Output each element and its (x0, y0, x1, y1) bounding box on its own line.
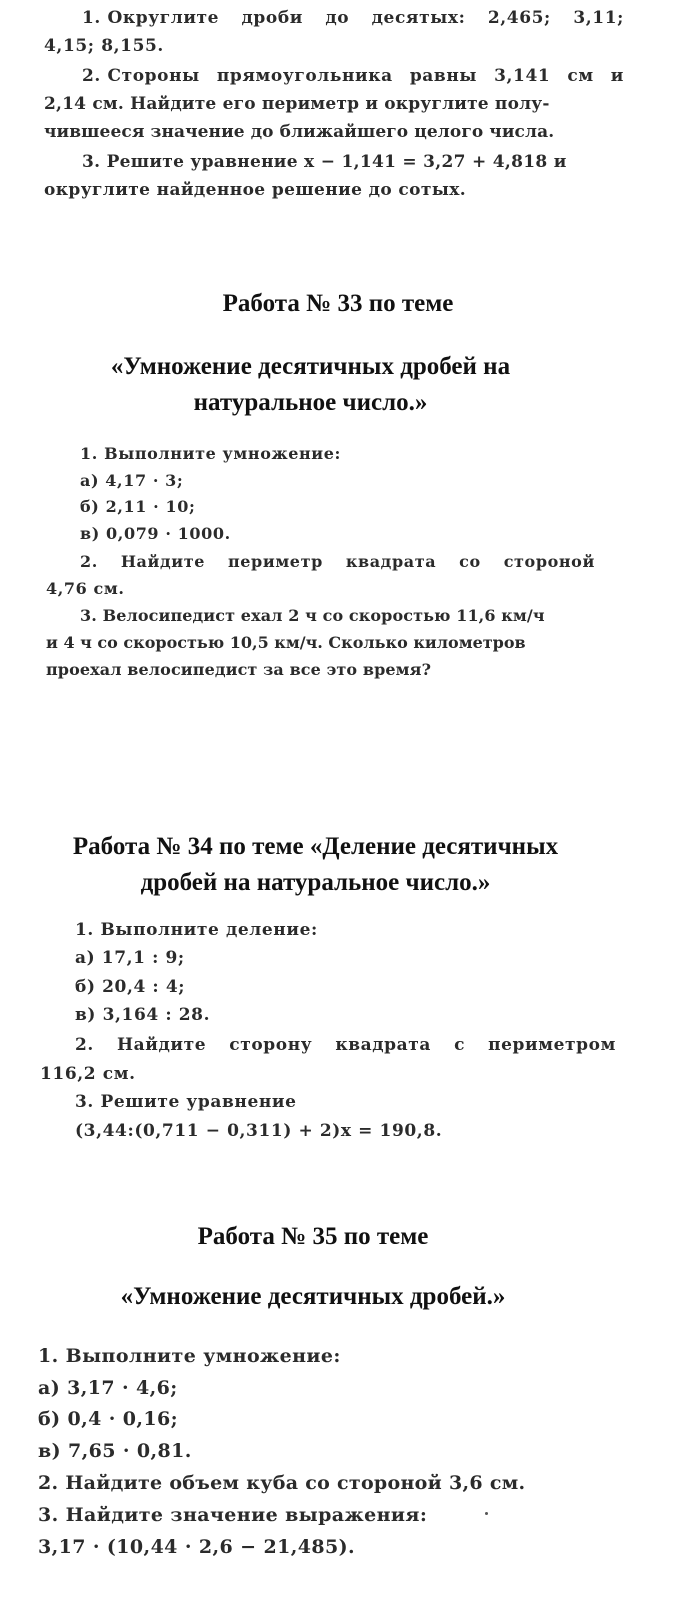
word: десятых: (371, 8, 466, 28)
task-1-heading: 1. Выполните умножение: (80, 444, 342, 463)
word: Найдите (120, 552, 206, 571)
scan-speck (485, 1512, 488, 1515)
title-line: дробей на натуральное число.» (140, 869, 491, 896)
topic-line: «Умножение десятичных дробей на (110, 353, 511, 380)
word: и (610, 66, 624, 86)
title-line: Работа № 34 по теме «Деление десятичных (72, 833, 559, 860)
task-1-line-2: 4,15; 8,155. (44, 36, 164, 56)
word: с (454, 1035, 466, 1055)
task-3-line-1: 3. Решите уравнение (75, 1092, 297, 1112)
task-3-expression: 3,17 · (10,44 · 2,6 − 21,485). (38, 1536, 355, 1558)
task-1b: б) 20,4 : 4; (75, 977, 186, 997)
work-33-topic (0, 349, 676, 421)
task-3-line-2: округлите найденное решение до сотых. (44, 180, 467, 200)
topic-line: «Умножение десятичных дробей.» (120, 1283, 506, 1310)
word: 1. Округлите (82, 8, 220, 28)
task-2: 2. Найдите объем куба со стороной 3,6 см. (38, 1472, 526, 1494)
work-34-title (0, 829, 676, 901)
word: 2. (75, 1035, 94, 1055)
word: квадрата (335, 1035, 431, 1055)
word: со (459, 552, 481, 571)
task-2-line-2: 4,76 см. (46, 579, 125, 598)
title-line: Работа № 33 по теме (222, 290, 454, 317)
word: квадрата (345, 552, 437, 571)
word: прямоугольника (216, 66, 393, 86)
task-2-line-1 (80, 552, 595, 571)
word: дроби (241, 8, 303, 28)
task-1c: в) 3,164 : 28. (75, 1005, 211, 1025)
word: до (325, 8, 350, 28)
word: 3,11; (573, 8, 624, 28)
title-line: Работа № 35 по теме (197, 1223, 429, 1250)
word: периметр (227, 552, 323, 571)
task-1c: в) 0,079 · 1000. (80, 524, 231, 543)
task-1a: а) 17,1 : 9; (75, 948, 185, 968)
work-33-title (0, 290, 676, 318)
word: 2. (80, 552, 98, 571)
task-1b: б) 2,11 · 10; (80, 497, 196, 516)
task-3-heading: 3. Найдите значение выражения: (38, 1504, 428, 1526)
task-1-heading: 1. Выполните деление: (75, 920, 318, 940)
task-3-line-1: 3. Решите уравнение x − 1,141 = 3,27 + 4,818 и (82, 152, 567, 172)
task-2-line-3: чившееся значение до ближайшего целого числа. (44, 122, 555, 142)
work-35-topic (0, 1283, 676, 1311)
task-1c: в) 7,65 · 0,81. (38, 1440, 192, 1462)
task-1-line-1 (82, 8, 624, 28)
task-3-line-3: проехал велосипедист за все это время? (46, 660, 432, 679)
word: периметром (488, 1035, 616, 1055)
task-2-line-2: 2,14 см. Найдите его периметр и округлите полу- (44, 94, 550, 114)
task-2-line-2: 116,2 см. (40, 1064, 136, 1084)
word: стороной (503, 552, 595, 571)
task-2-line-1 (75, 1035, 616, 1055)
task-3-equation: (3,44:(0,711 − 0,311) + 2)x = 190,8. (75, 1121, 443, 1141)
word: 2,465; (487, 8, 551, 28)
word: 3,141 (494, 66, 551, 86)
task-1a: а) 4,17 · 3; (80, 471, 184, 490)
word: Найдите (117, 1035, 207, 1055)
word: 2. Стороны (82, 66, 200, 86)
task-3-line-1: 3. Велосипедист ехал 2 ч со скоростью 11,6 км/ч (80, 606, 545, 625)
word: равны (409, 66, 478, 86)
task-2-line-1 (82, 66, 624, 86)
task-1a: а) 3,17 · 4,6; (38, 1377, 178, 1399)
task-3-line-2: и 4 ч со скоростью 10,5 км/ч. Сколько километров (46, 633, 526, 652)
word: сторону (229, 1035, 313, 1055)
task-1b: б) 0,4 · 0,16; (38, 1408, 179, 1430)
task-1-heading: 1. Выполните умножение: (38, 1345, 341, 1367)
topic-line: натуральное число.» (193, 389, 428, 416)
word: см (567, 66, 594, 86)
work-35-title (0, 1223, 676, 1251)
